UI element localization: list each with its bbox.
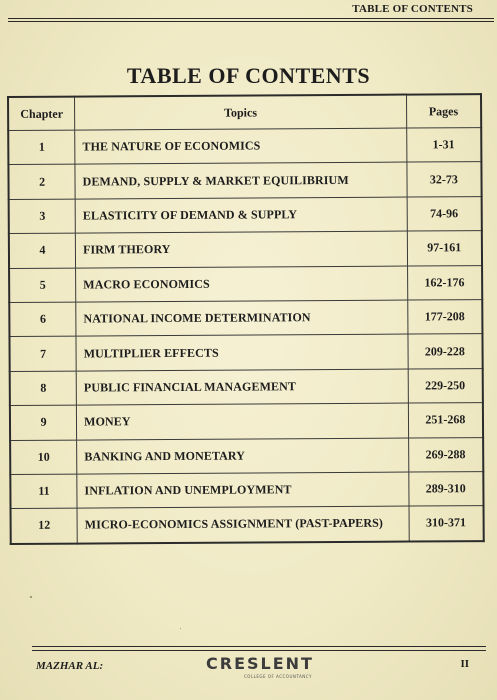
page-range: 74-96 — [407, 196, 482, 231]
table-row — [9, 300, 482, 337]
page-number: II — [460, 658, 469, 670]
chapter-number: 4 — [9, 233, 76, 268]
page-range: 97-161 — [407, 231, 482, 266]
chapter-number: 2 — [8, 164, 75, 199]
page-title: TABLE OF CONTENTS — [126, 63, 371, 88]
chapter-topic: FIRM THEORY — [75, 231, 407, 267]
chapter-topic: MACRO ECONOMICS — [76, 266, 408, 302]
chapter-topic: INFLATION AND UNEMPLOYMENT — [77, 472, 409, 508]
table-row — [10, 437, 483, 474]
contents-table — [7, 93, 485, 545]
header-rule-top — [8, 18, 494, 19]
logo-subtext: COLLEGE OF ACCOUNTANCY — [244, 674, 312, 679]
table-row — [9, 265, 482, 302]
chapter-number: 9 — [10, 405, 77, 440]
table-row — [8, 128, 481, 165]
chapter-topic: MONEY — [77, 403, 409, 439]
page-range: 310-371 — [409, 506, 484, 541]
page-range: 229-250 — [408, 368, 483, 403]
footer-author: MAZHAR AL: — [36, 660, 104, 672]
table-row — [9, 231, 482, 268]
chapter-topic: NATIONAL INCOME DETERMINATION — [76, 300, 408, 336]
chapter-topic: THE NATURE OF ECONOMICS — [75, 128, 407, 164]
page-range: 162-176 — [407, 265, 482, 300]
chapter-number: 12 — [11, 508, 78, 543]
chapter-number: 7 — [9, 336, 76, 371]
page-range: 1-31 — [406, 128, 481, 163]
chapter-topic: MULTIPLIER EFFECTS — [76, 334, 408, 370]
chapter-number: 3 — [9, 199, 76, 234]
chapter-number: 6 — [9, 302, 76, 337]
header-rule-bottom — [8, 21, 494, 22]
page-range: 32-73 — [407, 162, 482, 197]
college-logo — [204, 655, 316, 683]
chapter-number: 10 — [10, 440, 77, 475]
table-row — [10, 403, 483, 440]
footer-rule-top — [32, 646, 486, 647]
table-header-row — [8, 94, 481, 130]
table-row — [9, 196, 482, 233]
chapter-topic: BANKING AND MONETARY — [77, 438, 409, 474]
chapter-number: 8 — [10, 371, 77, 406]
chapter-topic: ELASTICITY OF DEMAND & SUPPLY — [75, 197, 407, 233]
table-row — [10, 472, 483, 509]
paper-speck — [180, 628, 181, 629]
chapter-number: 11 — [10, 474, 77, 509]
running-header: TABLE OF CONTENTS — [352, 3, 473, 15]
chapter-topic: PUBLIC FINANCIAL MANAGEMENT — [76, 369, 408, 405]
chapter-topic: MICRO-ECONOMICS ASSIGNMENT (PAST-PAPERS) — [77, 506, 409, 543]
page-range: 269-288 — [408, 437, 483, 472]
paper-speck — [30, 596, 32, 598]
table-row — [11, 506, 484, 544]
page-range: 251-268 — [408, 403, 483, 438]
table-row — [8, 162, 481, 199]
table-row — [9, 334, 482, 371]
footer-rule-bottom — [32, 650, 486, 651]
chapter-topic: DEMAND, SUPPLY & MARKET EQUILIBRIUM — [75, 162, 407, 198]
chapter-number: 1 — [8, 130, 75, 165]
header-topics: Topics — [75, 95, 407, 131]
page-range: 177-208 — [407, 300, 482, 335]
table-row — [10, 368, 483, 405]
logo-wordmark: CRESLENT — [206, 654, 314, 673]
header-chapter: Chapter — [8, 97, 75, 131]
page-range: 209-228 — [408, 334, 483, 369]
page-range: 289-310 — [409, 472, 484, 507]
header-pages: Pages — [406, 94, 481, 128]
chapter-number: 5 — [9, 268, 76, 303]
